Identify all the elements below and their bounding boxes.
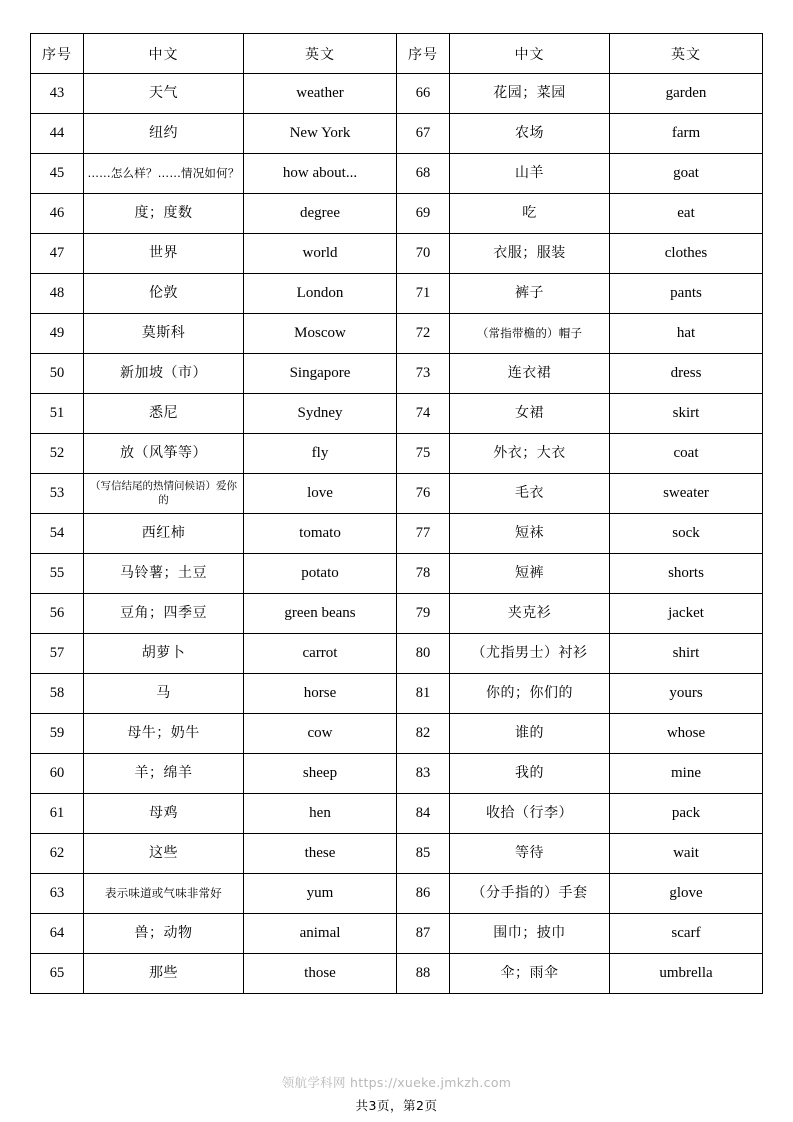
cell-index-right: 75 — [397, 434, 450, 474]
cell-english-right: shorts — [610, 554, 763, 594]
table-row — [31, 714, 763, 754]
table-row — [31, 234, 763, 274]
cell-chinese-left: 悉尼 — [84, 394, 244, 434]
cell-chinese-left: 纽约 — [84, 114, 244, 154]
cell-english-left: fly — [244, 434, 397, 474]
table-row — [31, 354, 763, 394]
cell-chinese-right: 裤子 — [450, 274, 610, 314]
cell-english-right: garden — [610, 74, 763, 114]
cell-english-right: dress — [610, 354, 763, 394]
cell-english-right: pack — [610, 794, 763, 834]
header-index-left: 序号 — [31, 34, 84, 74]
cell-index-left: 51 — [31, 394, 84, 434]
cell-index-left: 49 — [31, 314, 84, 354]
cell-english-right: glove — [610, 874, 763, 914]
header-english-right: 英文 — [610, 34, 763, 74]
cell-chinese-left: 天气 — [84, 74, 244, 114]
table-row — [31, 834, 763, 874]
cell-english-right: wait — [610, 834, 763, 874]
cell-chinese-left: 马 — [84, 674, 244, 714]
cell-english-left: those — [244, 954, 397, 994]
cell-chinese-left: 表示味道或气味非常好 — [84, 874, 244, 914]
cell-chinese-left: 母牛；奶牛 — [84, 714, 244, 754]
table-row — [31, 194, 763, 234]
cell-english-left: Sydney — [244, 394, 397, 434]
cell-chinese-left: 放（风筝等） — [84, 434, 244, 474]
cell-english-right: goat — [610, 154, 763, 194]
cell-english-right: skirt — [610, 394, 763, 434]
cell-index-right: 86 — [397, 874, 450, 914]
table-row — [31, 434, 763, 474]
cell-chinese-right: 围巾；披巾 — [450, 914, 610, 954]
cell-chinese-left: 马铃薯；土豆 — [84, 554, 244, 594]
cell-index-left: 44 — [31, 114, 84, 154]
table-row — [31, 594, 763, 634]
cell-chinese-right: 我的 — [450, 754, 610, 794]
cell-english-left: hen — [244, 794, 397, 834]
table-row — [31, 674, 763, 714]
cell-chinese-right: 农场 — [450, 114, 610, 154]
cell-english-right: pants — [610, 274, 763, 314]
table-row — [31, 514, 763, 554]
cell-chinese-right: （分手指的）手套 — [450, 874, 610, 914]
cell-english-right: jacket — [610, 594, 763, 634]
header-chinese-left: 中文 — [84, 34, 244, 74]
cell-chinese-right: 衣服；服装 — [450, 234, 610, 274]
cell-index-left: 59 — [31, 714, 84, 754]
cell-index-right: 81 — [397, 674, 450, 714]
cell-english-right: umbrella — [610, 954, 763, 994]
cell-english-left: love — [244, 474, 397, 514]
cell-chinese-left: 西红柿 — [84, 514, 244, 554]
table-row — [31, 954, 763, 994]
cell-index-left: 64 — [31, 914, 84, 954]
cell-index-left: 45 — [31, 154, 84, 194]
cell-chinese-right: 夹克衫 — [450, 594, 610, 634]
cell-english-left: world — [244, 234, 397, 274]
cell-english-left: animal — [244, 914, 397, 954]
cell-chinese-right: （尤指男士）衬衫 — [450, 634, 610, 674]
cell-english-left: Moscow — [244, 314, 397, 354]
cell-chinese-left: 兽；动物 — [84, 914, 244, 954]
cell-index-left: 56 — [31, 594, 84, 634]
cell-chinese-right: 吃 — [450, 194, 610, 234]
cell-index-left: 53 — [31, 474, 84, 514]
cell-index-left: 48 — [31, 274, 84, 314]
cell-english-right: whose — [610, 714, 763, 754]
cell-chinese-right: 收拾（行李） — [450, 794, 610, 834]
table-row — [31, 794, 763, 834]
cell-index-right: 80 — [397, 634, 450, 674]
table-row — [31, 394, 763, 434]
cell-index-right: 66 — [397, 74, 450, 114]
cell-english-left: weather — [244, 74, 397, 114]
cell-english-left: Singapore — [244, 354, 397, 394]
cell-index-right: 69 — [397, 194, 450, 234]
cell-english-right: sock — [610, 514, 763, 554]
cell-english-left: horse — [244, 674, 397, 714]
watermark: 领航学科网 https://xueke.jmkzh.com — [281, 1075, 512, 1090]
header-index-right: 序号 — [397, 34, 450, 74]
table-body — [31, 74, 763, 994]
cell-chinese-right: 谁的 — [450, 714, 610, 754]
cell-english-left: degree — [244, 194, 397, 234]
cell-index-left: 50 — [31, 354, 84, 394]
cell-index-right: 73 — [397, 354, 450, 394]
cell-english-left: cow — [244, 714, 397, 754]
cell-english-right: yours — [610, 674, 763, 714]
cell-english-right: clothes — [610, 234, 763, 274]
cell-index-right: 76 — [397, 474, 450, 514]
cell-index-right: 74 — [397, 394, 450, 434]
cell-chinese-right: 你的；你们的 — [450, 674, 610, 714]
cell-chinese-right: 外衣；大衣 — [450, 434, 610, 474]
cell-chinese-left: 莫斯科 — [84, 314, 244, 354]
cell-index-right: 78 — [397, 554, 450, 594]
cell-index-left: 65 — [31, 954, 84, 994]
cell-english-left: London — [244, 274, 397, 314]
cell-english-left: green beans — [244, 594, 397, 634]
cell-index-left: 62 — [31, 834, 84, 874]
cell-index-left: 57 — [31, 634, 84, 674]
cell-chinese-left: （写信结尾的热情问候语）爱你的 — [84, 474, 244, 514]
table-row — [31, 154, 763, 194]
cell-index-right: 87 — [397, 914, 450, 954]
cell-english-right: farm — [610, 114, 763, 154]
cell-chinese-left: 豆角；四季豆 — [84, 594, 244, 634]
cell-chinese-left: 伦敦 — [84, 274, 244, 314]
cell-chinese-right: 山羊 — [450, 154, 610, 194]
cell-english-left: sheep — [244, 754, 397, 794]
cell-index-right: 68 — [397, 154, 450, 194]
header-english-left: 英文 — [244, 34, 397, 74]
cell-chinese-right: 花园；菜园 — [450, 74, 610, 114]
cell-chinese-left: 新加坡（市） — [84, 354, 244, 394]
cell-english-right: sweater — [610, 474, 763, 514]
cell-english-right: eat — [610, 194, 763, 234]
cell-english-right: hat — [610, 314, 763, 354]
cell-index-left: 63 — [31, 874, 84, 914]
cell-index-left: 60 — [31, 754, 84, 794]
table-row — [31, 554, 763, 594]
cell-english-right: scarf — [610, 914, 763, 954]
cell-index-right: 88 — [397, 954, 450, 994]
cell-chinese-left: 这些 — [84, 834, 244, 874]
table-row — [31, 114, 763, 154]
cell-chinese-right: 毛衣 — [450, 474, 610, 514]
cell-english-right: mine — [610, 754, 763, 794]
cell-chinese-left: 胡萝卜 — [84, 634, 244, 674]
cell-index-left: 61 — [31, 794, 84, 834]
cell-index-right: 85 — [397, 834, 450, 874]
cell-chinese-left: 度；度数 — [84, 194, 244, 234]
cell-chinese-right: 短袜 — [450, 514, 610, 554]
cell-chinese-left: 母鸡 — [84, 794, 244, 834]
cell-index-right: 77 — [397, 514, 450, 554]
cell-chinese-right: 等待 — [450, 834, 610, 874]
cell-chinese-right: 短裤 — [450, 554, 610, 594]
cell-english-left: New York — [244, 114, 397, 154]
cell-index-right: 72 — [397, 314, 450, 354]
table-row — [31, 754, 763, 794]
cell-index-right: 70 — [397, 234, 450, 274]
cell-chinese-right: 连衣裙 — [450, 354, 610, 394]
cell-index-left: 43 — [31, 74, 84, 114]
cell-index-right: 82 — [397, 714, 450, 754]
cell-chinese-right: （常指带檐的）帽子 — [450, 314, 610, 354]
cell-index-left: 46 — [31, 194, 84, 234]
cell-english-left: tomato — [244, 514, 397, 554]
cell-english-right: coat — [610, 434, 763, 474]
cell-index-left: 47 — [31, 234, 84, 274]
cell-chinese-right: 伞；雨伞 — [450, 954, 610, 994]
vocabulary-table — [30, 33, 763, 994]
cell-index-left: 52 — [31, 434, 84, 474]
cell-chinese-left: ……怎么样？……情况如何？ — [84, 154, 244, 194]
cell-chinese-left: 那些 — [84, 954, 244, 994]
table-row — [31, 274, 763, 314]
cell-index-left: 58 — [31, 674, 84, 714]
table-row — [31, 634, 763, 674]
cell-english-right: shirt — [610, 634, 763, 674]
cell-index-left: 54 — [31, 514, 84, 554]
table-row — [31, 474, 763, 514]
cell-chinese-right: 女裙 — [450, 394, 610, 434]
cell-english-left: carrot — [244, 634, 397, 674]
cell-english-left: these — [244, 834, 397, 874]
table-row — [31, 914, 763, 954]
cell-chinese-left: 羊；绵羊 — [84, 754, 244, 794]
cell-index-right: 71 — [397, 274, 450, 314]
cell-index-right: 84 — [397, 794, 450, 834]
header-chinese-right: 中文 — [450, 34, 610, 74]
table-row — [31, 314, 763, 354]
cell-english-left: potato — [244, 554, 397, 594]
cell-english-left: yum — [244, 874, 397, 914]
cell-index-right: 83 — [397, 754, 450, 794]
cell-chinese-left: 世界 — [84, 234, 244, 274]
cell-english-left: how about... — [244, 154, 397, 194]
cell-index-left: 55 — [31, 554, 84, 594]
table-row — [31, 74, 763, 114]
page-footer: 共3页，第2页 — [355, 1098, 438, 1113]
table-header-row — [31, 34, 763, 74]
cell-index-right: 67 — [397, 114, 450, 154]
table-row — [31, 874, 763, 914]
cell-index-right: 79 — [397, 594, 450, 634]
